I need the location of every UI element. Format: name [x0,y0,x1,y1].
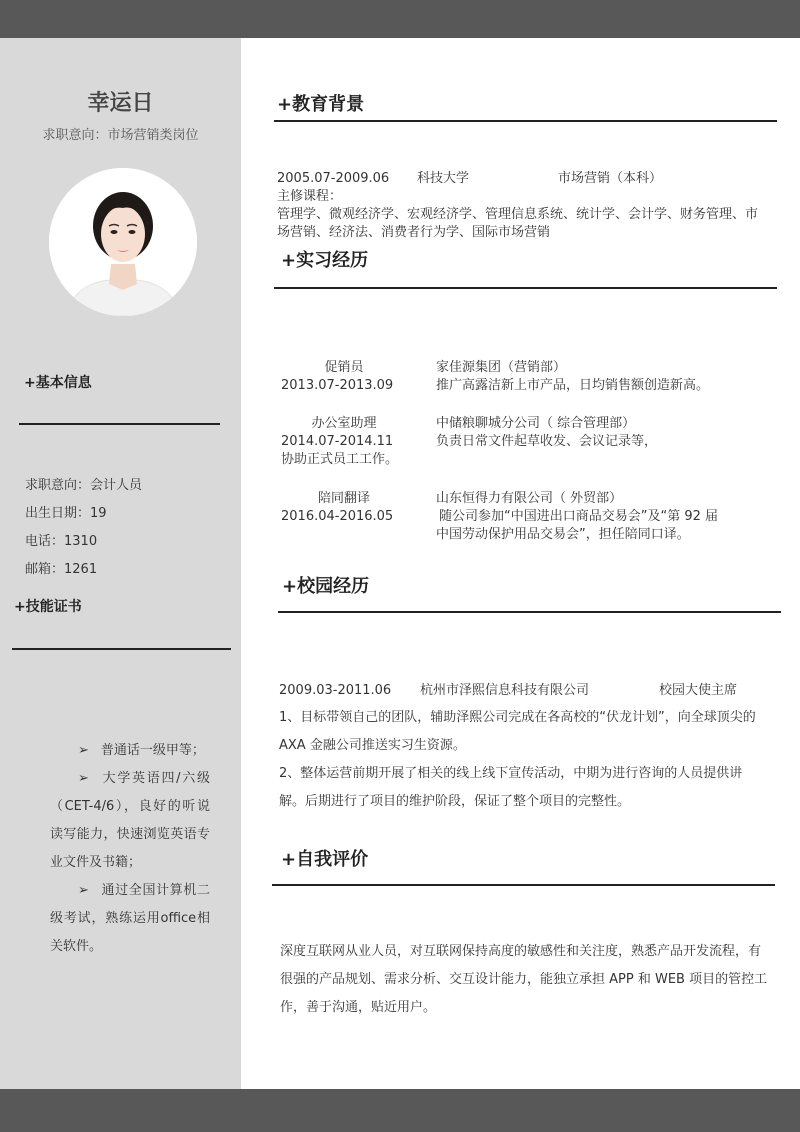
intern-desc: 随公司参加“中国进出口商品交易会”及“第 92 届 [439,509,719,524]
info-phone: 电话：1310 [25,534,98,549]
internship-heading: +实习经历 [281,250,369,271]
education-period: 2005.07-2009.06 [277,171,390,186]
intern-extra: 协助正式员工工作。 [281,452,399,467]
intern-role: 办公室助理 [311,416,377,431]
basic-info-rule [19,423,220,425]
campus-detail-1: 1、目标带领自己的团队，辅助泽熙公司完成在各高校的“伏龙计划”，向全球顶尖的 AXA 金融公司推送实习生资源。 [279,710,756,753]
intern-role: 促销员 [324,360,364,375]
intern-company: 家佳源集团（营销部） [436,360,567,375]
profile-name: 幸运日 [87,91,154,116]
courses-list: 管理学、微观经济学、宏观经济学、管理信息系统、统计学、会计学、财务管理、市场营销、经济法、消费者行为学、国际市场营销 [277,207,759,240]
skills-rule [12,648,231,650]
profile-photo [49,168,197,316]
self-eval-heading: +自我评价 [281,849,369,870]
skills-heading: +技能证书 [14,599,82,615]
campus-heading: +校园经历 [282,576,370,597]
campus-period: 2009.03-2011.06 [279,683,392,698]
education-rule [274,120,777,122]
arrow-bullet-icon: ➢ [78,883,89,898]
skill-item: ➢ 通过全国计算机二级考试，熟练运用office相关软件。 [50,883,210,954]
self-eval-rule [272,884,775,886]
education-heading: +教育背景 [277,94,365,115]
skills-list [50,737,210,961]
campus-org: 杭州市泽熙信息科技有限公司 [420,683,590,698]
skill-item: ➢ 普通话一级甲等； [78,743,205,758]
info-objective: 求职意向：会计人员 [25,478,143,493]
portrait-illustration [49,168,197,316]
arrow-bullet-icon: ➢ [78,771,89,786]
intern-period: 2016.04-2016.05 [281,509,394,524]
intern-period: 2014.07-2014.11 [281,434,394,449]
intern-desc: 中国劳动保护用品交易会”，担任陪同口译。 [436,527,690,542]
intern-desc: 推广高露洁新上市产品，日均销售额创造新高。 [436,378,710,393]
education-major: 市场营销（本科） [558,171,663,186]
arrow-bullet-icon: ➢ [78,743,89,758]
intern-company: 中储粮聊城分公司（ 综合管理部） [436,416,636,431]
campus-detail-2: 2、整体运营前期开展了相关的线上线下宣传活动，中期为进行咨询的人员提供讲解。后期进行了项目的维护阶段，保证了整个项目的完整性。 [279,766,743,809]
profile-objective: 求职意向：市场营销类岗位 [42,128,199,143]
intern-role: 陪同翻译 [317,491,370,506]
campus-rule [278,611,781,613]
internship-rule [274,287,777,289]
intern-company: 山东恒得力有限公司（ 外贸部） [436,491,623,506]
bottom-banner [0,1089,800,1132]
campus-role: 校园大使主席 [659,683,738,698]
intern-desc: 负责日常文件起草收发、会议记录等， [436,434,658,449]
intern-period: 2013.07-2013.09 [281,378,394,393]
top-banner [0,0,800,38]
education-school: 科技大学 [417,171,470,186]
info-email: 邮箱：1261 [25,562,98,577]
skill-item: ➢ 大学英语四/六级（CET-4/6），良好的听说读写能力，快速浏览英语专业文件及书籍； [50,771,210,870]
courses-label: 主修课程： [277,189,343,204]
self-eval-text: 深度互联网从业人员，对互联网保持高度的敏感性和关注度，熟悉产品开发流程，有很强的产品规划、需求分析、交互设计能力，能独立承担 APP 和 WEB 项目的管控工作，善于沟通，贴近用户。 [280,944,768,1015]
info-birthdate: 出生日期：19 [25,506,107,521]
basic-info-heading: +基本信息 [24,375,92,391]
